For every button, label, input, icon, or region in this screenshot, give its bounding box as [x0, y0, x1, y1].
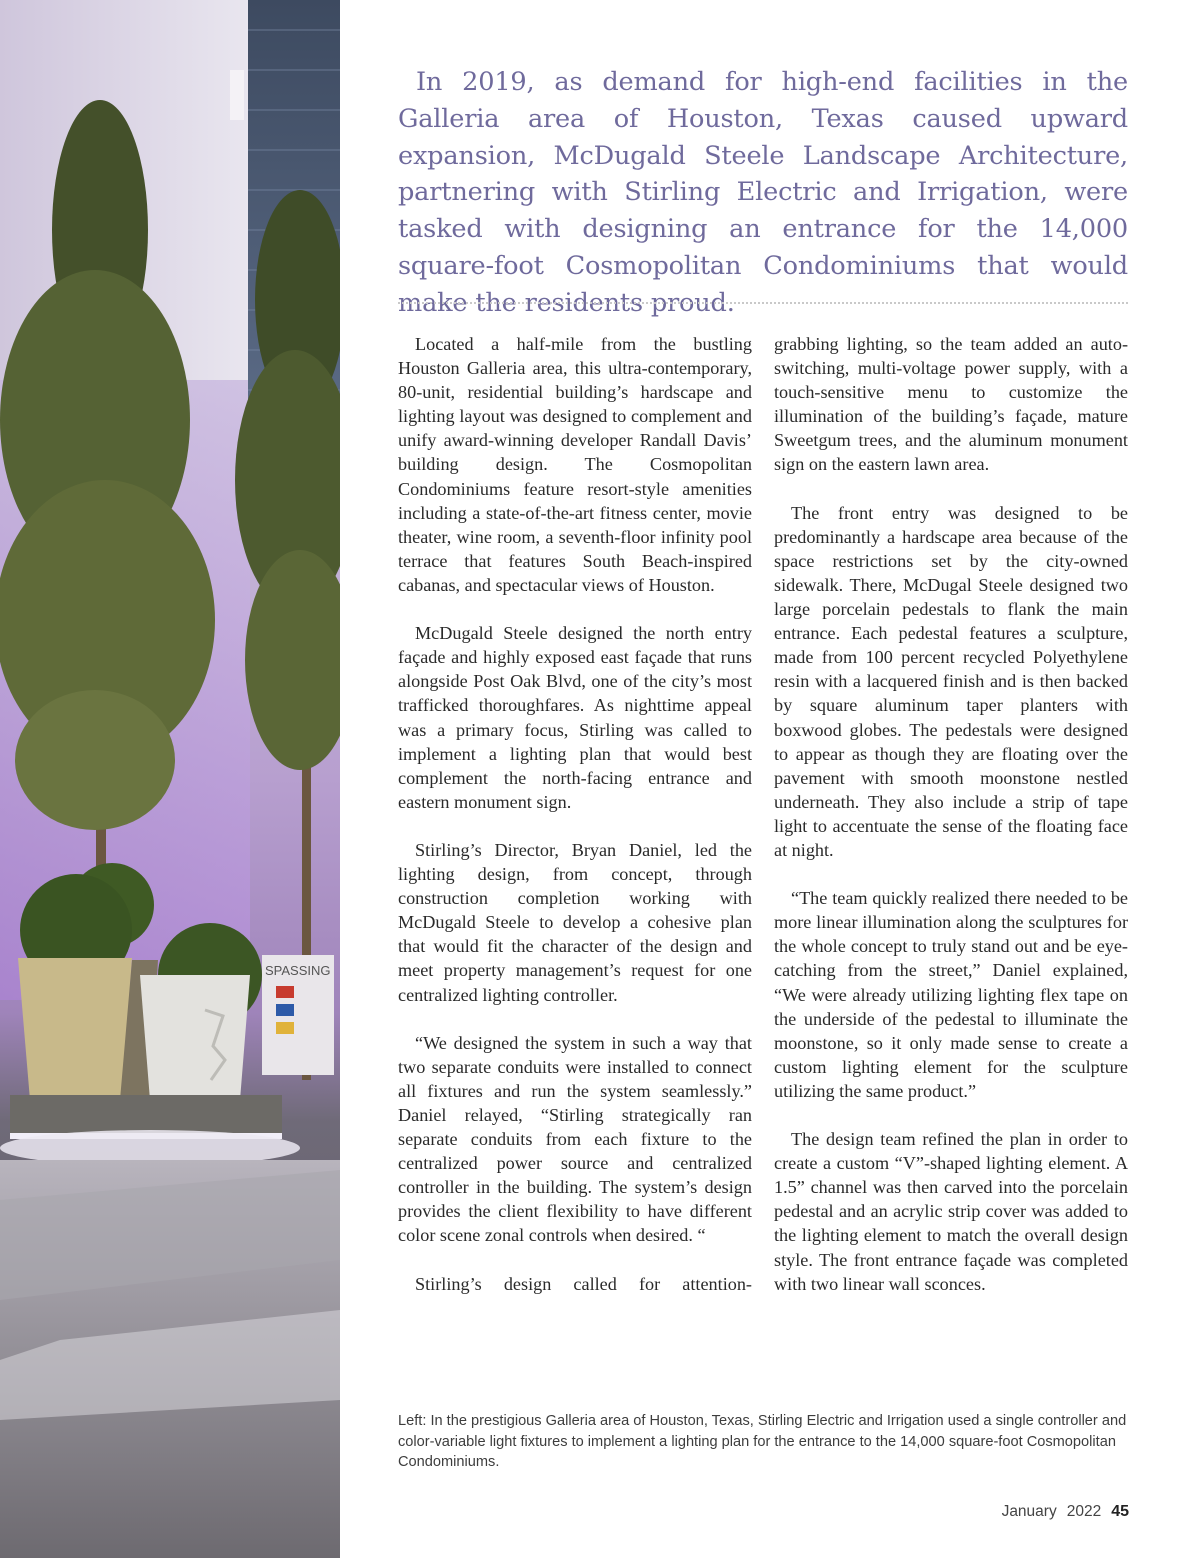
issue-year: 2022 [1066, 1503, 1102, 1520]
body-paragraph: Stirling’s design called for attention- [415, 1273, 752, 1294]
cover-photo [0, 0, 340, 1558]
sculpture [140, 975, 250, 1100]
body-paragraph: “We designed the system in such a way that two separate conduits were installed to connect all fixtures and run the system seamlessly.” Daniel relayed, “Stirling strategically ran separate conduits from each fixture to the centralized power source and centralized controller in the building. The system’s design provides the client flexibility to have different color scene zonal controls when desired. “ [398, 1032, 752, 1246]
page-footer [1002, 1503, 1129, 1521]
sign-text: SPASSING [265, 963, 331, 978]
page-number: 45 [1111, 1503, 1129, 1520]
body-column-left [398, 332, 752, 1296]
body-paragraph: The front entry was designed to be predominantly a hardscape area because of the space restrictions set by the city-owned sidewalk. There, McDugal Steele designed two large porcelain pedestals to flank the main entrance. Each pedestal features a sculpture, made from 100 percent recycled Polyethylene resin with a lacquered finish and is then backed by square aluminum taper planters with boxwood globes. The pedestals were designed to appear as though they are floating over the pavement with smooth moonstone nestled underneath. They also include a strip of tape light to accentuate the sense of the floating face at night. [774, 502, 1128, 860]
photo-caption: Left: In the prestigious Galleria area of Houston, Texas, Stirling Electric and Irrigation used a single controller and color-variable light fixtures to implement a lighting plan for the entrance to the 14,000 square-foot Cosmopolitan Condominiums. [398, 1413, 1127, 1470]
pedestal [10, 1095, 282, 1135]
body-paragraph: “The team quickly realized there needed to be more linear illumination along the sculptures for the whole concept to truly stand out and be eye-catching from the street,” Daniel explained, “We were already utilizing lighting flex tape on the underside of the pedestal to illuminate the moonstone, so it only made sense to create a custom lighting element for the sculpture utilizing the same product.” [774, 888, 1128, 1101]
dotted-divider [398, 302, 1128, 304]
photo-illustration [0, 0, 340, 1558]
issue-month: January [1001, 1503, 1057, 1520]
body-paragraph: McDugald Steele designed the north entry façade and highly exposed east façade that runs alongside Post Oak Blvd, one of the city’s most trafficked thoroughfares. As nighttime appeal was a primary focus, Stirling was called to implement a lighting plan that would best complement the north-facing entrance and eastern monument sign. [398, 623, 752, 812]
lead-paragraph: In 2019, as demand for high-end facilities in the Galleria area of Houston, Texas caused upward expansion, McDugald Steele Landscape Architecture, partnering with Stirling Electric and Irrigation, were tasked with designing an entrance for the 14,000 square-foot Cosmopolitan Condominiums that would make the residents proud. [398, 67, 1128, 318]
body-paragraph: Located a half-mile from the bustling Houston Galleria area, this ultra-contemporary, 80-unit, residential building’s hardscape and lighting layout was designed to complement and unify award-winning developer Randall Davis’ building design. The Cosmopolitan Condominiums feature resort-style amenities including a state-of-the-art fitness center, movie theater, wine room, a seventh-floor infinity pool terrace that features South Beach-inspired cabanas, and spectacular views of Houston. [398, 334, 752, 595]
body-column-right [774, 332, 1128, 1296]
body-paragraph: Stirling’s Director, Bryan Daniel, led the lighting design, from concept, through construction completion working with McDugald Steele to develop a cohesive plan that would fit the character of the design and meet property management’s request for one centralized lighting controller. [398, 839, 752, 1005]
body-paragraph: The design team refined the plan in order to create a custom “V”-shaped lighting element. A 1.5” channel was then carved into the porcelain pedestal and an acrylic strip cover was added to the lighting element to match the overall design style. The front entrance façade was completed with two linear wall sconces. [774, 1129, 1128, 1294]
planter [18, 958, 132, 1100]
body-paragraph: grabbing lighting, so the team added an auto-switching, multi-voltage power supply, with a touch-sensitive menu to customize the illumination of the building’s façade, mature Sweetgum trees, and the aluminum monument sign on the eastern lawn area. [774, 334, 1128, 475]
